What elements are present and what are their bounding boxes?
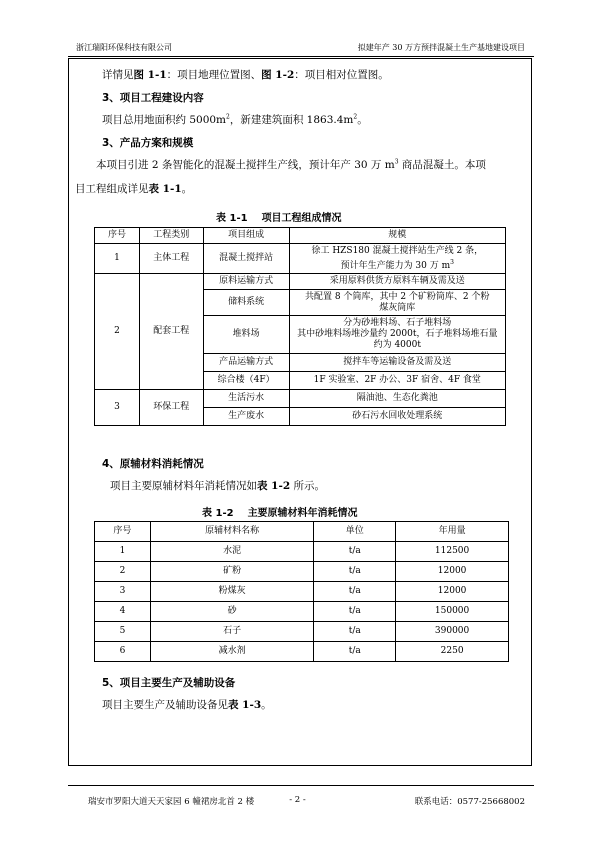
section-3-end: 。 [357, 114, 368, 126]
section-4-title: 4、原辅材料消耗情况 [102, 458, 204, 470]
scale-line: 共配置 8 个筒库，其中 2 个矿粉筒库、2 个粉 [305, 291, 490, 302]
table-1-1-header-category: 工程类别 [139, 228, 203, 244]
table-cell-name: 石子 [150, 622, 314, 642]
table-row [95, 562, 509, 582]
table-1-2-header-row [95, 522, 509, 542]
footer-phone: 联系电话：0577-25668002 [414, 797, 525, 807]
table-row [95, 622, 509, 642]
header-rule [68, 56, 534, 57]
table-row [95, 390, 506, 408]
footer-page-number: - 2 - [289, 795, 306, 805]
table-row [95, 542, 509, 562]
intro-prefix: 详情见 [102, 69, 134, 81]
table-cell-amount: 2250 [396, 642, 509, 662]
table-cell-unit: t/a [314, 602, 396, 622]
table-row [95, 642, 509, 662]
table-cell-no: 1 [95, 542, 151, 562]
section-4-text-a: 项目主要原辅材料年消耗情况如 [110, 480, 257, 492]
table-cell-no: 3 [95, 390, 140, 426]
table-1-1-header-item: 项目组成 [203, 228, 289, 244]
scale-capacity-text: 预计年生产能力为 30 万 m [340, 260, 451, 271]
table-cell-name: 减水剂 [150, 642, 314, 662]
table-cell-scale: 砂石污水回收处理系统 [289, 408, 505, 426]
table-cell-amount: 150000 [396, 602, 509, 622]
scale-line: 其中砂堆料场堆沙量约 2000t，石子堆料场堆石量 [297, 329, 498, 339]
table-1-2-header-amount: 年用量 [396, 522, 509, 542]
table-1-2-body [95, 542, 509, 662]
product-text-d: 。 [181, 183, 193, 195]
table-cell-no: 3 [95, 582, 151, 602]
footer-rule [68, 785, 534, 786]
table-row [95, 602, 509, 622]
table-1-2-header-unit: 单位 [314, 522, 396, 542]
table-row [95, 582, 509, 602]
table-1-1-caption [216, 209, 342, 224]
land-area-unit-sup: 2 [226, 113, 230, 121]
table-1-2-header-no: 序号 [95, 522, 151, 542]
table-cell-no: 2 [95, 274, 140, 390]
table-cell-name: 砂 [150, 602, 314, 622]
table-cell-unit: t/a [314, 562, 396, 582]
table-cell-amount: 12000 [396, 582, 509, 602]
product-text-c: 目工程组成详见 [75, 183, 149, 195]
building-area-unit-sup: 2 [353, 113, 358, 121]
scale-unit-sup: 3 [450, 258, 454, 266]
header-company: 浙江瑞阳环保科技有限公司 [76, 43, 172, 52]
table-cell-unit: t/a [314, 542, 396, 562]
table-cell-unit: t/a [314, 642, 396, 662]
table-cell-no: 4 [95, 602, 151, 622]
figure-ref-1-2: 图 1-2 [261, 69, 295, 81]
section-3-product-title: 3、产品方案和规模 [102, 137, 194, 149]
table-cell-scale: 采用原料供货方原料车辆及需及送 [289, 274, 505, 290]
table-cell-item: 原料运输方式 [203, 274, 289, 290]
table-cell-item: 堆料场 [203, 316, 289, 354]
table-1-1 [94, 227, 506, 426]
table-cell-scale [289, 290, 505, 316]
table-ref-1-3: 表 1-3 [228, 699, 262, 711]
table-cell-name: 水泥 [150, 542, 314, 562]
table-1-1-header-row [95, 228, 506, 244]
section-4-text [110, 478, 325, 493]
table-cell-category: 环保工程 [139, 390, 203, 426]
table-cell-no: 2 [95, 562, 151, 582]
product-paragraph-line-1 [96, 157, 486, 172]
scale-line [292, 257, 503, 272]
intro-mid-1: ：项目地理位置图、 [166, 69, 262, 81]
table-1-1-header-scale: 规模 [289, 228, 505, 244]
table-1-1-caption-number: 表 1-1 [216, 213, 248, 224]
section-3-construction-text [102, 112, 368, 127]
header-project-title: 拟建年产 30 万方预拌混凝土生产基地建设项目 [357, 43, 525, 52]
section-4-text-b: 所示。 [290, 480, 325, 492]
table-cell-scale [289, 244, 505, 274]
table-cell-unit: t/a [314, 582, 396, 602]
scale-line: 煤灰筒库 [379, 302, 416, 313]
section-5-text-b: 。 [261, 699, 272, 711]
section-5-text [102, 697, 272, 712]
building-area-text: ，新建建筑面积 1863.4m [229, 114, 354, 126]
table-cell-amount: 112500 [396, 542, 509, 562]
table-cell-scale: 1F 实验室、2F 办公、3F 宿舍、4F 食堂 [289, 372, 505, 390]
product-text-a: 本项目引进 2 条智能化的混凝土搅拌生产线，预计年产 30 万 m [96, 159, 395, 171]
table-cell-scale [289, 316, 505, 354]
table-1-1-caption-title: 项目工程组成情况 [261, 213, 342, 224]
scale-line: 徐工 HZS180 混凝土搅拌站生产线 2 条， [311, 245, 484, 256]
scale-line: 分为砂堆料场、石子堆料场 [343, 318, 452, 328]
land-area-text: 项目总用地面积约 5000m [102, 114, 227, 126]
section-5-text-a: 项目主要生产及辅助设备见 [102, 699, 228, 711]
intro-mid-2: ：项目相对位置图。 [294, 69, 389, 81]
section-3-construction-title: 3、项目工程建设内容 [102, 92, 204, 104]
table-1-1-header-no: 序号 [95, 228, 140, 244]
table-cell-item: 生活污水 [203, 390, 289, 408]
table-cell-amount: 12000 [396, 562, 509, 582]
table-1-2 [94, 521, 509, 662]
table-cell-no: 5 [95, 622, 151, 642]
section-5-title: 5、项目主要生产及辅助设备 [102, 677, 236, 689]
product-paragraph-line-2 [75, 181, 192, 196]
table-1-2-caption [202, 504, 358, 519]
table-cell-item: 综合楼（4F） [203, 372, 289, 390]
table-cell-no: 1 [95, 244, 140, 274]
table-1-2-caption-title: 主要原辅材料年消耗情况 [247, 508, 358, 519]
product-text-b: 商品混凝土。本项 [398, 159, 486, 171]
scale-line: 约为 4000t [373, 340, 421, 350]
table-ref-1-2: 表 1-2 [257, 480, 291, 492]
table-cell-unit: t/a [314, 622, 396, 642]
table-cell-item: 储料系统 [203, 290, 289, 316]
intro-paragraph [102, 67, 389, 82]
table-cell-amount: 390000 [396, 622, 509, 642]
product-unit-sup: 3 [394, 158, 399, 166]
table-cell-no: 6 [95, 642, 151, 662]
table-cell-scale: 搅拌车等运输设备及需及送 [289, 354, 505, 372]
table-cell-item: 产品运输方式 [203, 354, 289, 372]
table-cell-item: 生产废水 [203, 408, 289, 426]
table-1-2-caption-number: 表 1-2 [202, 508, 234, 519]
table-row [95, 274, 506, 290]
table-cell-category: 配套工程 [139, 274, 203, 390]
table-1-2-header-name: 原辅材料名称 [150, 522, 314, 542]
table-cell-item: 混凝土搅拌站 [203, 244, 289, 274]
table-ref-1-1: 表 1-1 [148, 183, 182, 195]
table-cell-name: 矿粉 [150, 562, 314, 582]
table-cell-category: 主体工程 [139, 244, 203, 274]
figure-ref-1-1: 图 1-1 [133, 69, 167, 81]
table-cell-scale: 隔油池、生态化粪池 [289, 390, 505, 408]
table-cell-name: 粉煤灰 [150, 582, 314, 602]
footer-address: 瑞安市罗阳大道天天家园 6 幢裙房北首 2 楼 [88, 797, 255, 807]
table-row [95, 244, 506, 274]
